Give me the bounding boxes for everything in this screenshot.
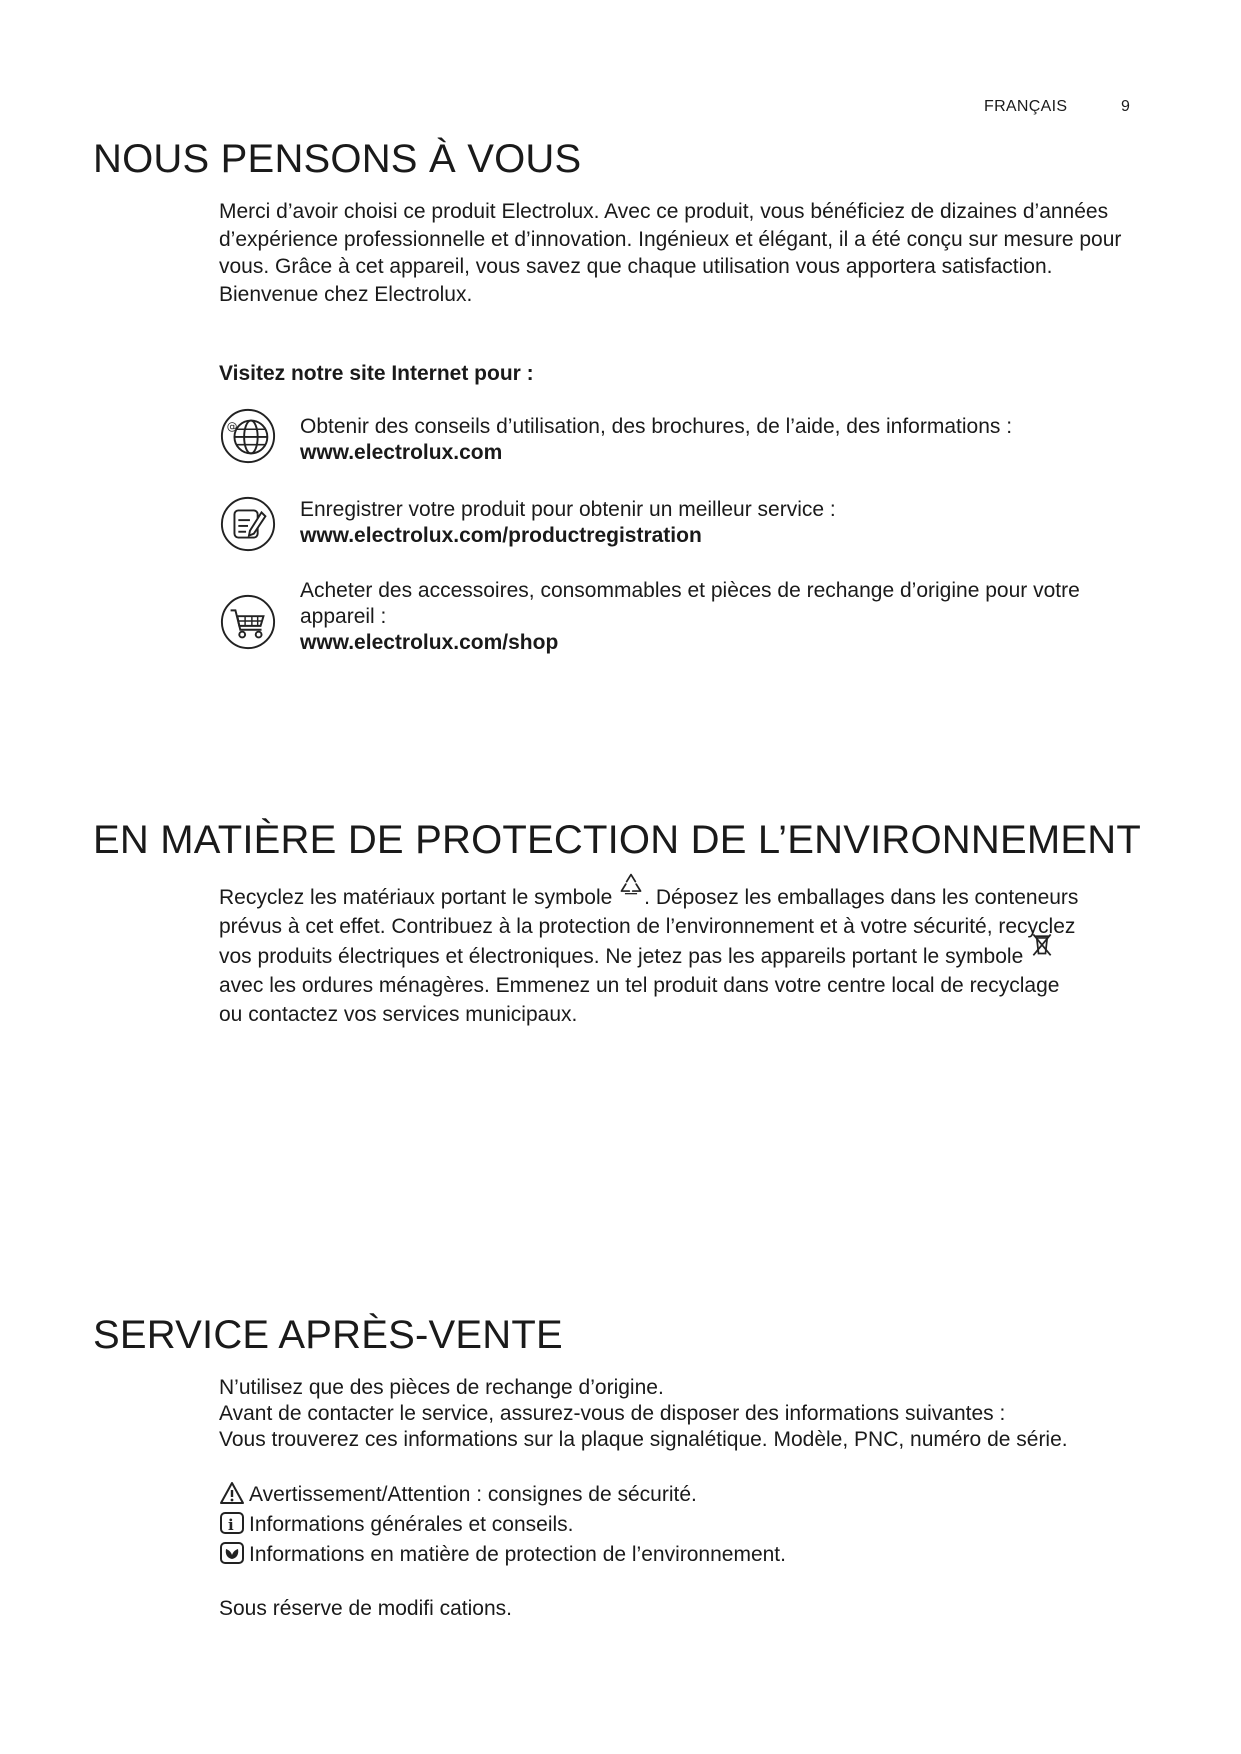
list-item [300,578,1140,656]
item-text: Enregistrer votre produit pour obtenir un meilleur service : [300,498,836,521]
environment-text-b: . Déposez les emballages dans les conteneurs prévus à cet effet. Contribuez à la protection de l’environnement et à votre sécurité, recyclez vos produits électriques et électroniques. Ne jetez pas les appareils portant le symbole [219,886,1079,968]
legend-text: Informations générales et conseils. [249,1513,574,1536]
intro-paragraph: Merci d’avoir choisi ce produit Electrolux. Avec ce produit, vous bénéficiez de dizaines d’années d’expérience professionnelle et d’innovation. Ingénieux et élégant, il a été conçu sur mesure pour vous. Grâce à cet appareil, vous savez que chaque utilisation vous apportera satisfaction. Bienvenue chez Electrolux. [219,200,1122,306]
service-line: N’utilisez que des pièces de rechange d’origine. [219,1376,664,1399]
svg-text:@: @ [226,420,238,434]
shopping-cart-icon [219,593,277,651]
environment-text-c: avec les ordures ménagères. Emmenez un tel produit dans votre centre local de recyclage ou contactez vos services municipaux. [219,974,1060,1026]
service-line: Vous trouverez ces informations sur la plaque signalétique. Modèle, PNC, numéro de série. [219,1428,1068,1451]
header-language: FRANÇAIS [984,98,1068,115]
legend-item-warning [219,1480,697,1510]
page-number: 9 [1121,98,1130,115]
item-text: Obtenir des conseils d’utilisation, des brochures, de l’aide, des informations : [300,415,1013,438]
section-title-environnement: EN MATIÈRE DE PROTECTION DE L’ENVIRONNEMENT [93,818,1141,862]
list-item [300,414,1140,466]
legend-text: Informations en matière de protection de l’environnement. [249,1543,786,1566]
registration-icon [219,495,277,553]
environment-paragraph [219,882,1079,1029]
shop-link[interactable]: www.electrolux.com/shop [300,631,559,654]
globe-icon [219,407,277,465]
info-icon [219,1511,245,1535]
legend-item-info [219,1510,574,1540]
section-title-nous-pensons: NOUS PENSONS À VOUS [93,137,582,181]
svg-text:i: i [228,1516,234,1534]
legend-item-environment [219,1540,786,1570]
service-lines [219,1375,1139,1453]
footer-note: Sous réserve de modifi cations. [219,1597,512,1620]
recycling-icon [618,872,644,898]
section-title-service: SERVICE APRÈS-VENTE [93,1313,563,1357]
crossed-bin-icon [1029,931,1055,957]
item-text: Acheter des accessoires, consommables et pièces de rechange d’origine pour votre appareil : [300,579,1080,628]
service-line: Avant de contacter le service, assurez-vous de disposer des informations suivantes : [219,1402,1006,1425]
warning-icon [219,1481,245,1505]
environment-text-a: Recyclez les matériaux portant le symbole [219,886,619,909]
registration-link[interactable]: www.electrolux.com/productregistration [300,524,702,547]
legend-text: Avertissement/Attention : consignes de sécurité. [249,1483,697,1506]
list-item [300,497,1140,549]
visit-heading: Visitez notre site Internet pour : [219,362,534,385]
website-link[interactable]: www.electrolux.com [300,441,503,464]
environment-icon [219,1541,245,1565]
